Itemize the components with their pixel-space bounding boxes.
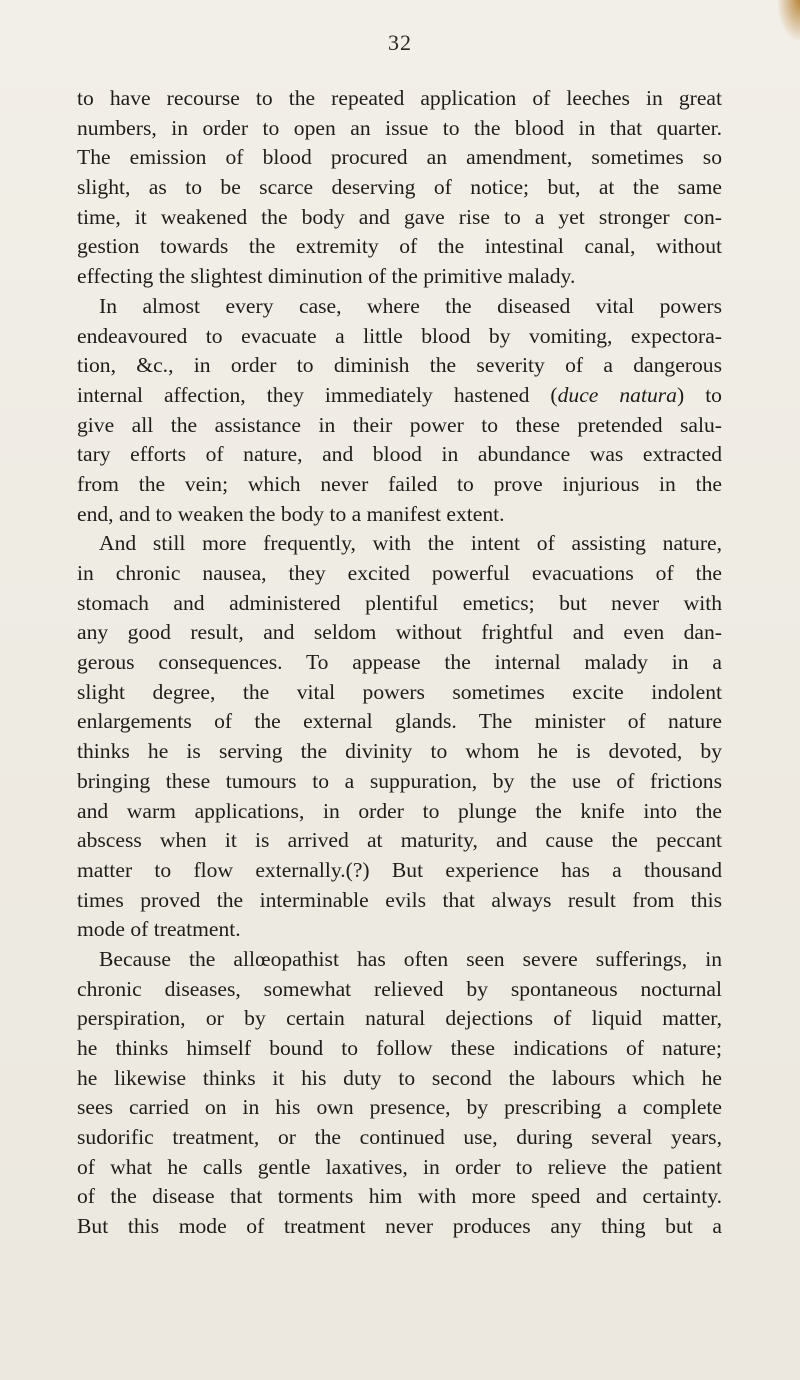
text-line: matter to flow externally.(?) But experience has a thousand <box>77 857 722 882</box>
text-line: sudorific treatment, or the continued use, during several years, <box>77 1125 722 1150</box>
text-line: give all the assistance in their power to these pretended salu- <box>77 412 722 437</box>
text-line: he likewise thinks it his duty to second the labours which he <box>77 1065 722 1090</box>
text-line: and warm applications, in order to plunge the knife into the <box>77 798 722 823</box>
text-line: abscess when it is arrived at maturity, and cause the peccant <box>77 828 722 853</box>
text-line: stomach and administered plentiful emetics; but never with <box>77 590 722 615</box>
text-line: times proved the interminable evils that always result from this <box>77 887 722 912</box>
text-line: any good result, and seldom without frightful and even dan- <box>77 620 722 645</box>
text-line: Because the allœopathist has often seen severe sufferings, in <box>99 946 722 971</box>
text-line: he thinks himself bound to follow these indications of nature; <box>77 1036 722 1060</box>
text-line: In almost every case, where the diseased vital powers <box>99 293 722 318</box>
text-line: end, and to weaken the body to a manifest extent. <box>77 501 505 526</box>
text-line: slight degree, the vital powers sometimes excite indolent <box>77 679 722 704</box>
text-line: tion, &c., in order to diminish the severity of a dangerous <box>77 353 722 378</box>
text-line: bringing these tumours to a suppuration, by the use of frictions <box>77 768 722 793</box>
text-line: tary efforts of nature, and blood in abundance was extracted <box>77 442 722 467</box>
text-line: perspiration, or by certain natural dejections of liquid matter, <box>77 1006 722 1031</box>
text-line: numbers, in order to open an issue to the blood in that quarter. <box>77 115 722 140</box>
text-line: mode of treatment. <box>77 917 241 942</box>
text-line: endeavoured to evacuate a little blood by vomiting, expectora- <box>77 323 722 348</box>
text-line: of the disease that torments him with more speed and certainty. <box>77 1184 722 1209</box>
text-line: effecting the slightest diminution of the primitive malady. <box>77 264 576 289</box>
text-line: gestion towards the extremity of the intestinal canal, without <box>77 234 722 259</box>
text-line: time, it weakened the body and gave rise to a yet stronger con- <box>77 204 722 229</box>
text-line: chronic diseases, somewhat relieved by spontaneous nocturnal <box>77 976 722 1001</box>
text-line: And still more frequently, with the intent of assisting nature, <box>99 531 722 556</box>
text-line: enlargements of the external glands. The minister of nature <box>77 709 722 734</box>
text-line: But this mode of treatment never produces any thing but a <box>77 1214 722 1239</box>
text-line: The emission of blood procured an amendment, sometimes so <box>77 145 722 170</box>
text-line: in chronic nausea, they excited powerful evacuations of the <box>77 561 722 585</box>
text-line: slight, as to be scarce deserving of notice; but, at the same <box>77 175 722 200</box>
text-line: from the vein; which never failed to prove injurious in the <box>77 471 722 496</box>
text-line: thinks he is serving the divinity to whom he is devoted, by <box>77 739 722 764</box>
italic-phrase: duce natura <box>557 382 677 407</box>
text-line: gerous consequences. To appease the internal malady in a <box>77 650 722 675</box>
text-line: of what he calls gentle laxatives, in order to relieve the patient <box>77 1154 722 1179</box>
text-line: to have recourse to the repeated application of leeches in great <box>77 86 722 110</box>
body-text <box>77 84 722 1242</box>
page-number: 32 <box>388 30 412 55</box>
text-line: internal affection, they immediately hastened (duce natura) to <box>77 382 722 407</box>
text-line: sees carried on in his own presence, by prescribing a complete <box>77 1095 722 1120</box>
